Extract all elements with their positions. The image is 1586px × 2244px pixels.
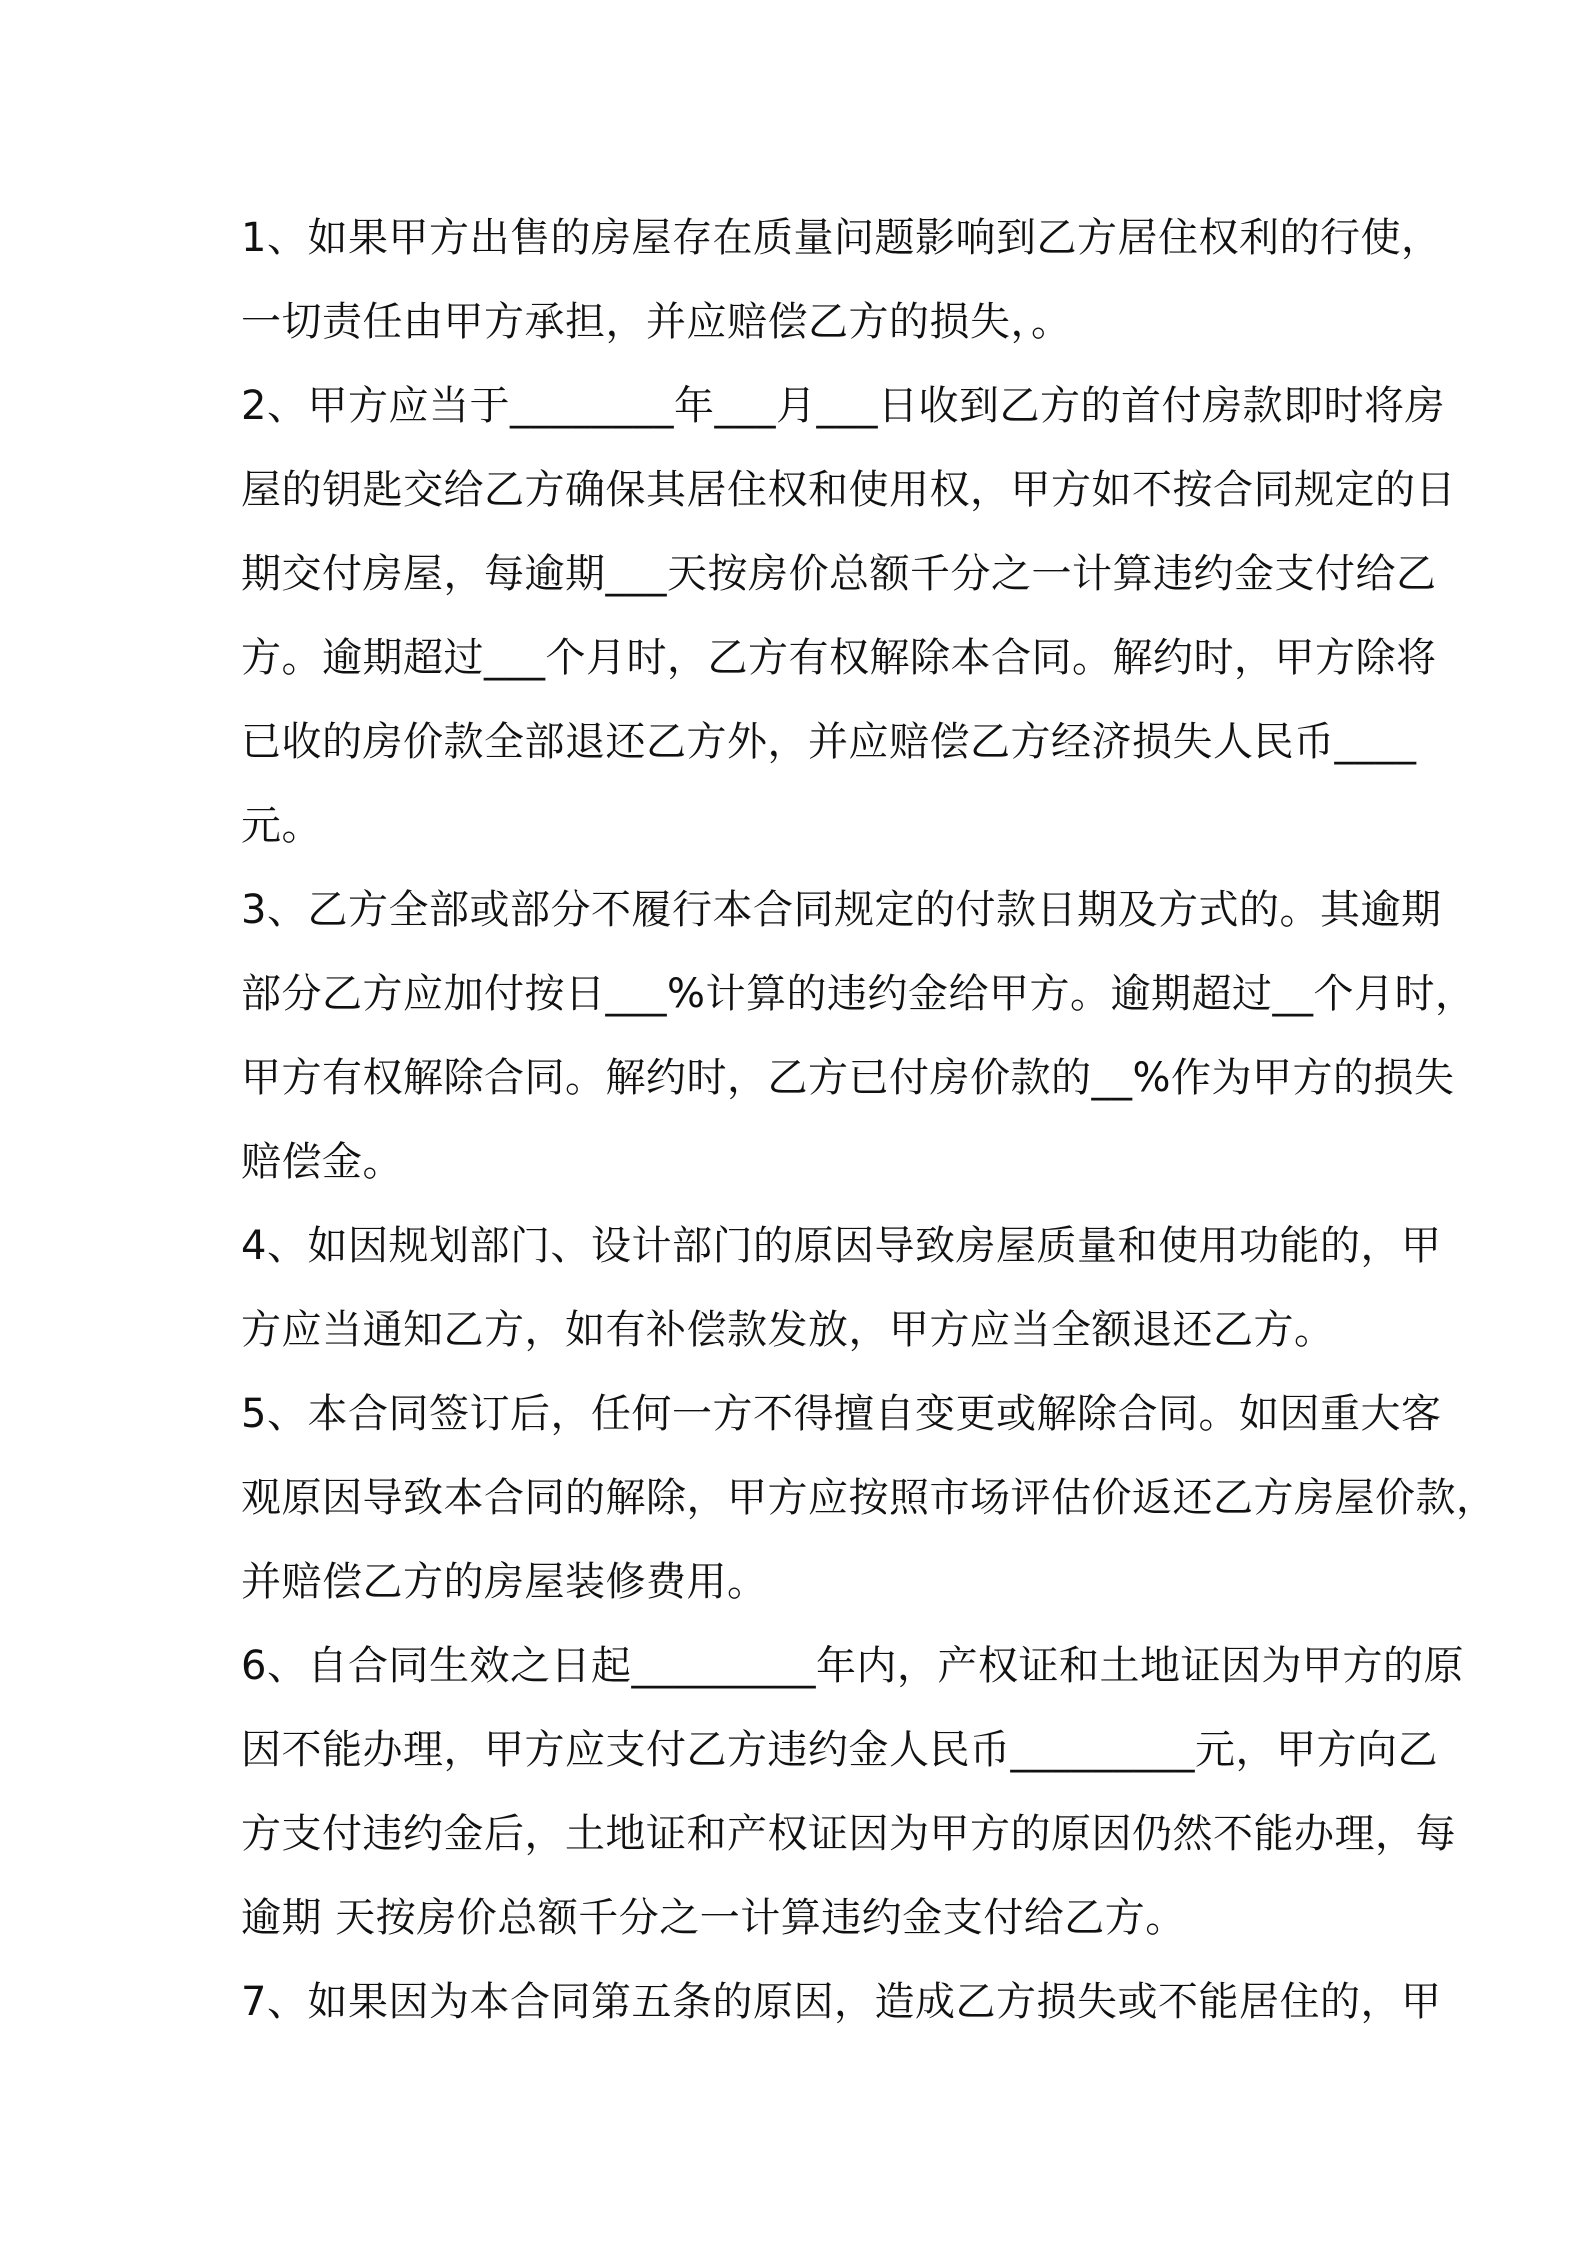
clause-6-line-4: 逾期 天按房价总额千分之一计算违约金支付给乙方。 bbox=[241, 1895, 1186, 1941]
clause-6-line-1: 6、自合同生效之日起_________年内，产权证和土地证因为甲方的原 bbox=[241, 1643, 1464, 1689]
clause-1-line-1: 1、如果甲方出售的房屋存在质量问题影响到乙方居住权利的行使， bbox=[241, 215, 1442, 261]
clause-2-line-6: 元。 bbox=[241, 803, 322, 849]
clause-3-line-4: 赔偿金。 bbox=[241, 1139, 403, 1185]
clause-6-line-3: 方支付违约金后，土地证和产权证因为甲方的原因仍然不能办理，每 bbox=[241, 1811, 1456, 1857]
clause-3-line-3: 甲方有权解除合同。解约时，乙方已付房价款的__%作为甲方的损失 bbox=[241, 1055, 1455, 1101]
clause-1-line-2: 一切责任由甲方承担，并应赔偿乙方的损失，。 bbox=[241, 299, 1072, 345]
clause-4-line-1: 4、如因规划部门、设计部门的原因导致房屋质量和使用功能的，甲 bbox=[241, 1223, 1442, 1269]
clause-2-line-3: 期交付房屋，每逾期___天按房价总额千分之一计算违约金支付给乙 bbox=[241, 551, 1437, 597]
clause-4-line-2: 方应当通知乙方，如有补偿款发放，甲方应当全额退还乙方。 bbox=[241, 1307, 1335, 1353]
clause-6-line-2: 因不能办理，甲方应支付乙方违约金人民币_________元，甲方向乙 bbox=[241, 1727, 1438, 1773]
clause-2-line-2: 屋的钥匙交给乙方确保其居住权和使用权，甲方如不按合同规定的日 bbox=[241, 467, 1456, 513]
clause-2-line-1: 2、甲方应当于________年___月___日收到乙方的首付房款即时将房 bbox=[241, 383, 1445, 429]
clause-5-line-3: 并赔偿乙方的房屋装修费用。 bbox=[241, 1559, 768, 1605]
clause-5-line-2: 观原因导致本合同的解除，甲方应按照市场评估价返还乙方房屋价款， bbox=[241, 1475, 1497, 1521]
clause-5-line-1: 5、本合同签订后，任何一方不得擅自变更或解除合同。如因重大客 bbox=[241, 1391, 1442, 1437]
clause-2-line-4: 方。逾期超过___个月时，乙方有权解除本合同。解约时，甲方除将 bbox=[241, 635, 1437, 681]
contract-clauses bbox=[241, 196, 1497, 2044]
clause-7-line-1: 7、如果因为本合同第五条的原因，造成乙方损失或不能居住的，甲 bbox=[241, 1979, 1442, 2025]
clause-3-line-1: 3、乙方全部或部分不履行本合同规定的付款日期及方式的。其逾期 bbox=[241, 887, 1442, 933]
clause-2-line-5: 已收的房价款全部退还乙方外，并应赔偿乙方经济损失人民币____ bbox=[241, 719, 1417, 765]
clause-3-line-2: 部分乙方应加付按日___%计算的违约金给甲方。逾期超过__个月时， bbox=[241, 971, 1476, 1017]
